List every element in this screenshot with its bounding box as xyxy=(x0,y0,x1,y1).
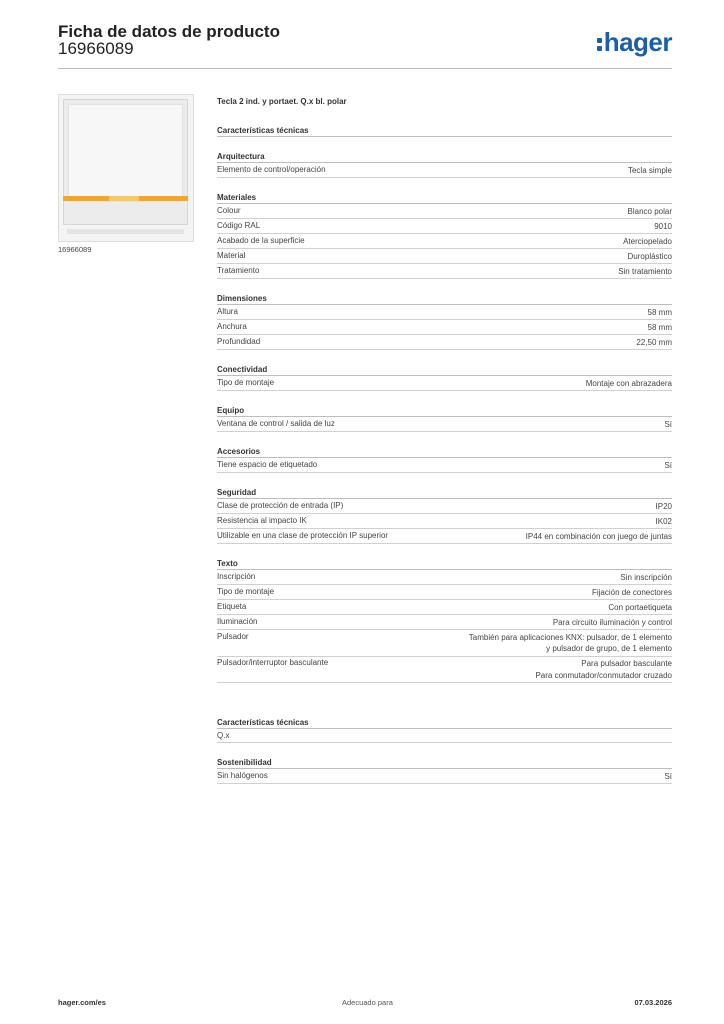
spec-value-line: También para aplicaciones KNX: pulsador, de 1 elemento xyxy=(468,632,672,642)
spec-value xyxy=(526,531,672,543)
header-divider xyxy=(58,68,672,69)
spec-value-line: Sin inscripción xyxy=(620,572,672,582)
spec-label: Anchura xyxy=(217,321,247,331)
spec-label: Sin halógenos xyxy=(217,770,268,780)
spec-row xyxy=(217,417,672,432)
spec-value-line: Aterciopelado xyxy=(623,236,672,246)
spec-value xyxy=(553,617,672,629)
spec-row xyxy=(217,514,672,529)
section-title: Sostenibilidad xyxy=(217,757,672,769)
spec-value-line: 58 mm xyxy=(647,322,672,332)
spec-value-line: IP20 xyxy=(655,501,672,511)
spec-label: Material xyxy=(217,250,246,260)
spec-label: Inscripción xyxy=(217,571,256,581)
hager-logo xyxy=(597,27,672,58)
spec-label: Iluminación xyxy=(217,616,258,626)
spec-value xyxy=(648,322,672,334)
page-title: Ficha de datos de producto xyxy=(58,22,280,41)
spec-value xyxy=(618,266,672,278)
section-title: Texto xyxy=(217,558,672,570)
section-title: Accesorios xyxy=(217,446,672,458)
section-title: Conectividad xyxy=(217,364,672,376)
spec-value xyxy=(592,587,672,599)
spec-label: Pulsador/interruptor basculante xyxy=(217,658,329,667)
product-image xyxy=(58,94,194,242)
spec-row xyxy=(217,320,672,335)
spec-value xyxy=(664,419,672,431)
spec-row xyxy=(217,657,672,684)
spec-value-line: Tecla simple xyxy=(627,165,672,175)
spec-label: Resistencia al impacto IK xyxy=(217,515,307,525)
spec-label: Código RAL xyxy=(217,220,261,230)
spec-label: Pulsador xyxy=(217,631,249,641)
section-title: Dimensiones xyxy=(217,293,672,305)
spec-value-line: Duroplástico xyxy=(627,251,672,261)
spec-row xyxy=(217,264,672,279)
spec-value xyxy=(648,307,672,319)
label-holder xyxy=(67,229,184,234)
spec-label: Tipo de montaje xyxy=(217,377,275,387)
spec-row xyxy=(217,458,672,473)
spec-label: Clase de protección de entrada (IP) xyxy=(217,500,344,510)
spec-value-line: IK02 xyxy=(655,516,672,526)
section-title: Características técnicas xyxy=(217,125,672,137)
spec-value xyxy=(628,251,672,263)
switch-rocker xyxy=(68,104,183,202)
spec-value-line: y pulsador de grupo, de 1 elemento xyxy=(546,644,672,653)
logo-dots-icon xyxy=(597,35,603,53)
spec-value-line: Sí xyxy=(664,460,672,470)
spec-label: Acabado de la superficie xyxy=(217,235,305,245)
spec-value-line: IP44 en combinación con juego de juntas xyxy=(525,531,672,541)
spec-value xyxy=(608,602,672,614)
spec-value-line: 9010 xyxy=(654,221,672,231)
spec-value-line: Blanco polar xyxy=(627,206,672,216)
spec-label: Profundidad xyxy=(217,336,261,346)
spec-label: Altura xyxy=(217,306,238,316)
spec-row xyxy=(217,234,672,249)
footer-note: Adecuado para xyxy=(342,998,393,1007)
spec-row xyxy=(217,499,672,514)
section-title: Equipo xyxy=(217,405,672,417)
spec-label: Tiene espacio de etiquetado xyxy=(217,459,318,469)
spec-value xyxy=(636,337,672,349)
spec-value xyxy=(586,378,672,390)
footer-date: 07.03.2026 xyxy=(634,998,672,1007)
spec-row xyxy=(217,630,672,657)
spec-row xyxy=(217,570,672,585)
spec-label: Etiqueta xyxy=(217,601,247,611)
section-title: Materiales xyxy=(217,192,672,204)
spec-value-line: 22,50 mm xyxy=(636,337,672,347)
spec-value xyxy=(535,658,672,681)
spec-row xyxy=(217,769,672,784)
spec-value xyxy=(620,572,672,584)
spec-label: Tipo de montaje xyxy=(217,586,275,596)
spec-value-line: Montaje con abrazadera xyxy=(585,378,672,388)
spec-row xyxy=(217,305,672,320)
spec-value-line: Fijación de conectores xyxy=(591,587,672,597)
spec-row xyxy=(217,163,672,178)
product-name: Tecla 2 ind. y portaet. Q.x bl. polar xyxy=(217,97,347,106)
spec-row xyxy=(217,585,672,600)
spec-value-line: Sí xyxy=(664,419,672,429)
spec-value xyxy=(628,165,672,177)
spec-row xyxy=(217,204,672,219)
spec-label: Ventana de control / salida de luz xyxy=(217,418,335,428)
indicator-highlight xyxy=(109,196,139,201)
spec-row xyxy=(217,529,672,544)
spec-label: Elemento de control/operación xyxy=(217,164,326,174)
section-title: Seguridad xyxy=(217,487,672,499)
spec-value-line: Para conmutador/conmutador cruzado xyxy=(535,670,672,680)
section-title: Características técnicas xyxy=(217,717,672,729)
spec-value xyxy=(664,771,672,783)
spec-row xyxy=(217,376,672,391)
spec-value-line: Sin tratamiento xyxy=(618,266,672,276)
spec-value xyxy=(469,632,672,655)
spec-value xyxy=(628,206,672,218)
spec-row xyxy=(217,219,672,234)
spec-label: Colour xyxy=(217,205,241,215)
spec-value xyxy=(654,221,672,233)
footer-website: hager.com/es xyxy=(58,998,106,1007)
spec-value-line: 58 mm xyxy=(647,307,672,317)
section-title: Arquitectura xyxy=(217,151,672,163)
spec-value xyxy=(664,460,672,472)
spec-label: Q.x xyxy=(217,730,230,740)
spec-value-line: Para pulsador basculante xyxy=(581,659,672,668)
spec-value-line: Para circuito iluminación y control xyxy=(552,617,672,627)
product-number: 16966089 xyxy=(58,39,134,58)
spec-sections xyxy=(217,125,672,784)
spec-label: Utilizable en una clase de protección IP superior xyxy=(217,530,389,540)
spec-value xyxy=(656,501,672,513)
logo-text: hager xyxy=(603,27,672,57)
spec-value-line: Con portaetiqueta xyxy=(608,602,672,612)
spec-value-line: Sí xyxy=(664,771,672,781)
spec-row xyxy=(217,249,672,264)
spec-value xyxy=(623,236,672,248)
spec-row xyxy=(217,729,672,743)
spec-row xyxy=(217,335,672,350)
spec-row xyxy=(217,615,672,630)
spec-value xyxy=(656,516,672,528)
spec-row xyxy=(217,600,672,615)
spec-label: Tratamiento xyxy=(217,265,260,275)
image-caption: 16966089 xyxy=(58,245,92,254)
